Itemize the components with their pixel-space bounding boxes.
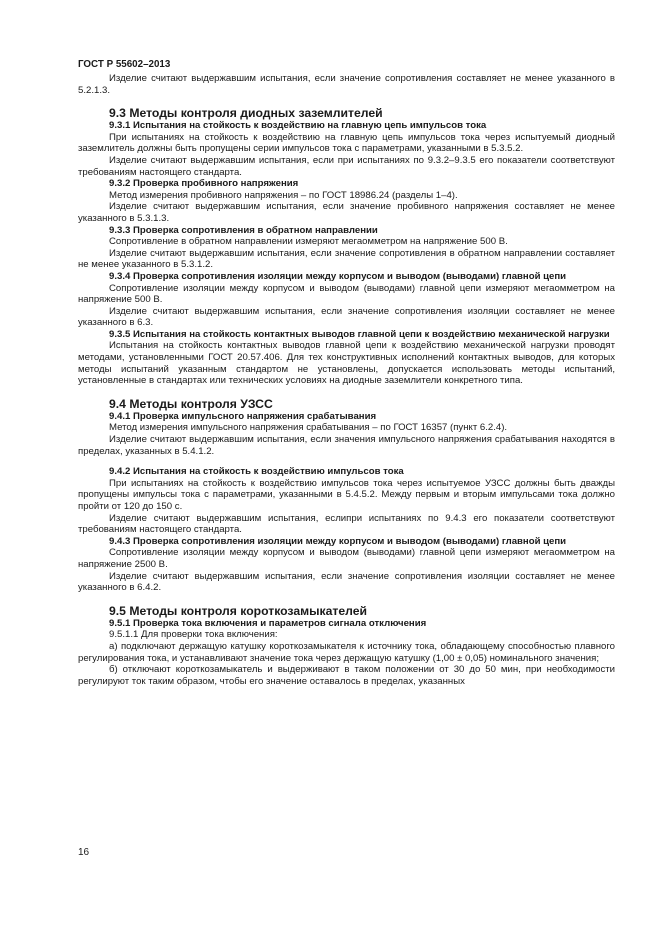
paragraph: Изделие считают выдержавшим испытания, если значения импульсного напряжения срабатывания находятся в пределах, указанных в 5.4.1.2. <box>78 434 615 457</box>
paragraph: Метод измерения импульсного напряжения срабатывания – по ГОСТ 16357 (пункт 6.2.4). <box>109 422 508 434</box>
paragraph: 9.5.1.1 Для проверки тока включения: <box>109 629 278 641</box>
paragraph: Испытания на стойкость контактных выводов главной цепи к воздействию механической нагрузки проводят методами, установленными ГОСТ 20.57.406. Для тех конструктивных исполнений контактных выводов, для которых методы испытаний указанным стандартом не установлены, допускается использовать методы испытаний, установленные в стандартах или технических условиях на диодные заземлители конкретного типа. <box>78 340 615 387</box>
paragraph: Изделие считают выдержавшим испытания, если значение сопротивления в обратном направлении составляет не менее указанного в 5.3.1.2. <box>78 247 615 271</box>
subsection-heading: 9.3.1 Испытания на стойкость к воздействию на главную цепь импульсов тока <box>109 120 487 132</box>
section-heading: 9.3 Методы контроля диодных заземлителей <box>109 106 383 121</box>
paragraph: При испытаниях на стойкость к воздействию на главную цепь импульсов тока через испытуемый диодный заземлитель должны быть пропущены серии импульсов тока с параметрами, указанными в 5.3.5.2. <box>78 131 615 155</box>
paragraph: Изделие считают выдержавшим испытания, если значение сопротивления изоляции составляет не менее указанного в 6.3. <box>78 305 615 329</box>
subsection-heading: 9.4.3 Проверка сопротивления изоляции между корпусом и выводом (выводами) главной цепи <box>109 535 567 547</box>
paragraph: Изделие считают выдержавшим испытания, еслипри испытаниях по 9.4.3 его показатели соответствуют требованиям настоящего стандарта. <box>78 512 615 536</box>
paragraph: Изделие считают выдержавшим испытания, если значение сопротивления составляет не менее указанного в 5.2.1.3. <box>78 73 615 96</box>
subsection-heading: 9.3.5 Испытания на стойкость контактных выводов главной цепи к воздействию механической нагрузки <box>109 328 610 340</box>
document-header: ГОСТ Р 55602–2013 <box>78 59 171 70</box>
paragraph: Сопротивление изоляции между корпусом и выводом (выводами) главной цепи измеряют мегаомметром на напряжение 500 В. <box>78 282 615 306</box>
paragraph: Сопротивление изоляции между корпусом и выводом (выводами) главной цепи измеряют мегаомметром на напряжение 2500 В. <box>78 547 615 570</box>
document-body <box>78 73 615 687</box>
paragraph: Метод измерения пробивного напряжения – по ГОСТ 18986.24 (разделы 1–4). <box>109 189 458 201</box>
paragraph: Изделие считают выдержавшим испытания, если значение сопротивления изоляции составляет не менее указанного в 6.4.2. <box>78 570 615 594</box>
section-heading: 9.4 Методы контроля УЗСС <box>109 396 273 411</box>
page-number: 16 <box>78 847 90 858</box>
subsection-heading: 9.3.2 Проверка пробивного напряжения <box>109 178 299 190</box>
subsection-heading: 9.4.1 Проверка импульсного напряжения срабатывания <box>109 410 377 422</box>
list-item: б) отключают короткозамыкатель и выдерживают в таком положении от 30 до 50 мин, при необходимости регулируют ток таким образом, чтобы его значение оставалось в пределах, указанных <box>78 664 615 687</box>
paragraph: Изделие считают выдержавшим испытания, если при испытаниях по 9.3.2–9.3.5 его показатели соответствуют требованиям настоящего стандарта. <box>78 154 615 178</box>
section-heading: 9.5 Методы контроля короткозамыкателей <box>109 603 367 618</box>
subsection-heading: 9.3.4 Проверка сопротивления изоляции между корпусом и выводом (выводами) главной цепи <box>109 270 567 282</box>
subsection-heading: 9.5.1 Проверка тока включения и параметров сигнала отключения <box>109 617 427 629</box>
paragraph: При испытаниях на стойкость к воздействию импульсов тока через испытуемое УЗСС должны быть дважды пропущены импульсы тока с параметрами, указанными в 5.4.5.2. Между первым и вторым импульсами тока должно пройти от 120 до 150 с. <box>78 477 615 512</box>
paragraph: Сопротивление в обратном направлении измеряют мегаомметром на напряжение 500 В. <box>109 236 508 248</box>
list-item: а) подключают держащую катушку короткозамыкателя к источнику тока, обладающему способностью плавного регулирования тока, и устанавливают значение тока через держащую катушку (1,00 ± 0,05) номинального значения; <box>78 640 615 664</box>
paragraph: Изделие считают выдержавшим испытания, если значение пробивного напряжения составляет не менее указанного в 5.3.1.3. <box>78 201 615 224</box>
subsection-heading: 9.4.2 Испытания на стойкость к воздействию импульсов тока <box>109 466 404 478</box>
subsection-heading: 9.3.3 Проверка сопротивления в обратном направлении <box>109 224 378 236</box>
